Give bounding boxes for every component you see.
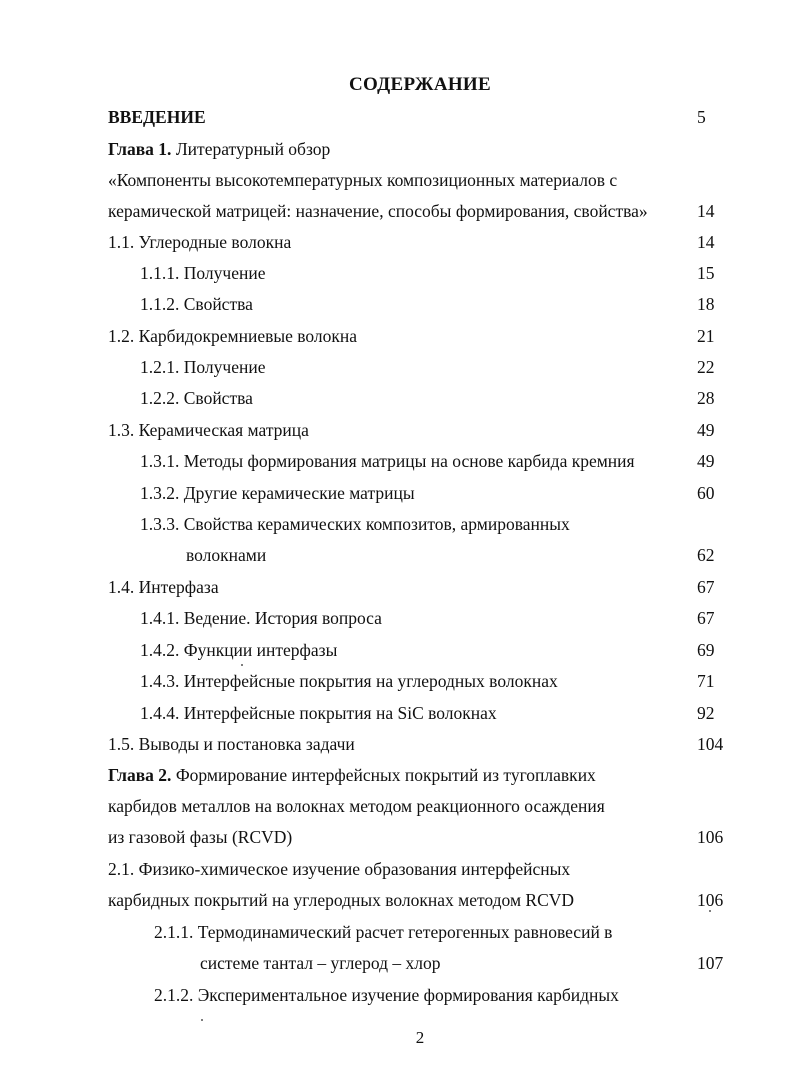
toc-page-2-1: 106 [697,890,724,910]
toc-page-1-2-2: 28 [697,388,715,408]
toc-entry-1-3-3-cont: волокнами [186,545,267,565]
toc-entry-1-1: 1.1. Углеродные волокна [108,232,292,252]
toc-entry-2-1: 2.1. Физико-химическое изучение образования интерфейсных [108,859,571,879]
toc-entry-1-1-1: 1.1.1. Получение [140,263,266,283]
toc-entry-1-3-1: 1.3.1. Методы формирования матрицы на основе карбида кремния [140,451,635,471]
chapter1-title-text: Литературный обзор [175,139,331,159]
toc-entry-2-1-1: 2.1.1. Термодинамический расчет гетерогенных равновесий в [154,922,613,942]
toc-page-1-4-2: 69 [697,640,715,660]
chapter2-line3: из газовой фазы (RCVD) [108,827,293,847]
chapter2-title-text: Формирование интерфейсных покрытий из тугоплавких [175,765,596,785]
toc-chapter2-title [108,761,596,789]
toc-chapter2-page: 106 [697,827,724,847]
toc-page-1-3-1: 49 [697,451,715,471]
toc-page-1-1-1: 15 [697,263,715,283]
chapter2-line2: карбидов металлов на волокнах методом реакционного осаждения [108,796,605,816]
chapter1-prefix: Глава 1. [108,139,172,159]
toc-page-1-3: 49 [697,420,715,440]
toc-chapter1-page: 14 [697,201,715,221]
toc-entry-1-3-2: 1.3.2. Другие керамические матрицы [140,483,415,503]
toc-page-1-3-2: 60 [697,483,715,503]
toc-entry-1-2-1: 1.2.1. Получение [140,357,266,377]
toc-page-1-3-3: 62 [697,545,715,565]
toc-entry-1-4-3: 1.4.3. Интерфейсные покрытия на углеродных волокнах [140,671,558,691]
toc-entry-1-4-2: 1.4.2. Функции интерфазы [140,640,338,660]
chapter1-line3: керамической матрицей: назначение, способы формирования, свойства» [108,201,648,221]
toc-page-1-4-3: 71 [697,671,715,691]
toc-intro-label: ВВЕДЕНИЕ [108,107,206,127]
toc-entry-2-1-cont: карбидных покрытий на углеродных волокнах методом RCVD [108,890,575,910]
toc-page-1-1-2: 18 [697,294,715,314]
toc-entry-1-2-2: 1.2.2. Свойства [140,388,253,408]
toc-page-1-1: 14 [697,232,715,252]
toc-entry-1-4: 1.4. Интерфаза [108,577,219,597]
toc-entry-1-4-4: 1.4.4. Интерфейсные покрытия на SiC волокнах [140,703,497,723]
chapter2-prefix: Глава 2. [108,765,172,785]
scan-speck [201,1019,203,1021]
toc-entry-1-2: 1.2. Карбидокремниевые волокна [108,326,358,346]
toc-intro-page: 5 [697,107,706,127]
toc-page-1-4: 67 [697,577,715,597]
toc-entry-1-3: 1.3. Керамическая матрица [108,420,309,440]
toc-entry-2-1-2: 2.1.2. Экспериментальное изучение формирования карбидных [154,985,619,1005]
toc-entry-1-5: 1.5. Выводы и постановка задачи [108,734,355,754]
toc-page-1-4-4: 92 [697,703,715,723]
toc-page-1-2-1: 22 [697,357,715,377]
toc-entry-1-4-1: 1.4.1. Ведение. История вопроса [140,608,382,628]
toc-page-1-5: 104 [697,734,724,754]
toc-page-1-4-1: 67 [697,608,715,628]
toc-entry-2-1-1-cont: системе тантал – углерод – хлор [200,953,441,973]
toc-page-1-2: 21 [697,326,715,346]
scan-speck [241,664,243,666]
scan-speck [709,910,711,912]
toc-chapter1-title [108,135,330,163]
toc-entry-1-3-3: 1.3.3. Свойства керамических композитов, армированных [140,514,570,534]
toc-entry-1-1-2: 1.1.2. Свойства [140,294,253,314]
toc-entry-intro [108,103,206,131]
page-number: 2 [415,1028,425,1047]
chapter1-line2: «Компоненты высокотемпературных композиционных материалов с [108,170,618,190]
toc-page-2-1-1: 107 [697,953,724,973]
page-title: СОДЕРЖАНИЕ [349,74,491,95]
